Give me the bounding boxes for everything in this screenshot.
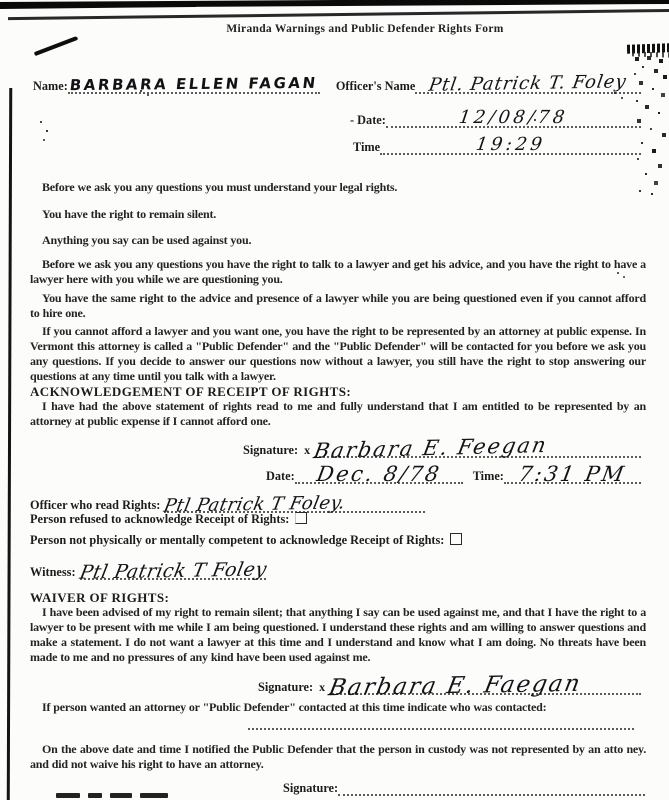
ack-date-label: Date:: [266, 469, 295, 483]
cut-off-footer-text-fragment: [56, 793, 168, 800]
rights-paragraph-5: You have the same right to the advice and presence of a lawyer while you are being questioned even if you cannot afford to hire one.: [30, 291, 646, 320]
rights-paragraph-1: Before we ask you any questions you must understand your legal rights.: [42, 180, 398, 194]
attorney-contact-prompt: If person wanted an attorney or "Public Defender" contacted at this time indicate who was contacted:: [42, 700, 547, 714]
witness-handwriting: Ptl Patrick T Foley: [77, 558, 269, 584]
pen-slash-mark: [34, 36, 78, 56]
waiver-body: I have been advised of my right to remain silent; that anything I say can be used against me, and that I have the right to a lawyer to be present with me while I am being questioned. I understand these rights and am willing to answer questions and make a statement. I do not want a lawyer at this time and I understand and know what I am doing. No threats have been made to me and no pressures of any kind have been used against me.: [30, 605, 646, 664]
name-field-line: [68, 64, 320, 94]
attorney-contact-line: [248, 718, 634, 730]
witness-label: Witness:: [30, 565, 76, 579]
ack-signature-label: Signature:: [243, 443, 299, 457]
scan-speckles: [0, 0, 2, 2]
name-value-handwriting: BARBARA ELLEN FAGAN: [68, 73, 319, 95]
waiver-signature-line: [326, 663, 641, 702]
officer-read-rights-label: Officer who read Rights:: [30, 498, 161, 512]
ack-signature-x-mark: x: [304, 443, 311, 457]
rights-paragraph-6: If you cannot afford a lawyer and you want one, you have the right to be represented by an attorney at public expense. In Vermont this attorney is called a "Public Defender" and the "Public Defender" will be contacted for you before we ask you any questions. If you decide to answer our questions now without a lawyer, you still have the right to stop answering our questions at any time until you talk with a lawyer.: [30, 324, 646, 383]
scan-edge-top-line: [8, 9, 669, 20]
name-label: Name:: [33, 79, 68, 93]
public-defender-notice: On the above date and time I notified the Public Defender that the person in custody was not represented by an atto ney. and did not waive his right to have an attorney.: [30, 742, 646, 771]
date-field-line: [386, 102, 641, 128]
ack-signature-line: [311, 428, 641, 464]
not-competent-label: Person not physically or mentally competent to acknowledge Receipt of Rights:: [30, 533, 445, 547]
officer-read-rights-handwriting: Ptl Patrick T Foley.: [162, 492, 348, 517]
ack-time-line: [504, 456, 641, 484]
acknowledgement-body: I have had the above statement of rights read to me and fully understand that I am entitled to be represented by an attorney at public expense if I cannot afford one.: [30, 399, 646, 428]
witness-line: [77, 548, 269, 584]
bottom-signature-label: Signature:: [283, 781, 339, 795]
time-label: Time: [353, 140, 381, 154]
waiver-signature-label: Signature:: [258, 680, 314, 694]
ack-time-label: Time:: [472, 469, 504, 483]
form-title: Miranda Warnings and Public Defender Rights Form: [226, 23, 504, 35]
ack-date-line: [295, 456, 463, 484]
ack-signature-handwriting: Barbara E. Feegan: [311, 432, 550, 464]
waiver-signature-handwriting: Barbara E. Faegan: [326, 670, 585, 702]
refused-acknowledge-checkbox: [295, 512, 307, 524]
rights-paragraph-2: You have the right to remain silent.: [42, 207, 217, 221]
ack-time-handwriting: 7:31 PM: [516, 462, 629, 486]
officer-name-label: Officer's Name: [335, 79, 416, 93]
scan-edge-left-line: [7, 88, 12, 800]
scan-edge-top-bar-wedge: [0, 2, 196, 9]
date-label: - Date:: [350, 113, 386, 127]
date-value-handwriting: 12/08/78: [457, 107, 570, 128]
officer-name-value-handwriting: Ptl. Patrick T. Foley: [427, 71, 629, 96]
officer-name-field-line: [415, 64, 641, 94]
acknowledgement-heading: ACKNOWLEDGEMENT OF RECEIPT OF RIGHTS:: [30, 384, 352, 399]
rights-paragraph-3: Anything you say can be used against you.: [42, 233, 252, 247]
time-value-handwriting: 19:29: [474, 134, 547, 155]
waiver-heading: WAIVER OF RIGHTS:: [30, 590, 170, 605]
refused-acknowledge-label: Person refused to acknowledge Receipt of Rights:: [30, 512, 290, 526]
scan-noise-blob-2: [632, 51, 669, 57]
not-competent-checkbox: [450, 533, 462, 545]
time-field-line: [380, 129, 641, 155]
ack-date-handwriting: Dec. 8/78: [314, 462, 443, 486]
officer-read-rights-line: [162, 485, 425, 517]
waiver-signature-x-mark: x: [319, 680, 326, 694]
rights-paragraph-4: Before we ask you any questions you have the right to talk to a lawyer and get his advice, and you have the right to have a lawyer here with you while we are questioning you.: [30, 257, 646, 286]
bottom-signature-line: [338, 780, 645, 796]
